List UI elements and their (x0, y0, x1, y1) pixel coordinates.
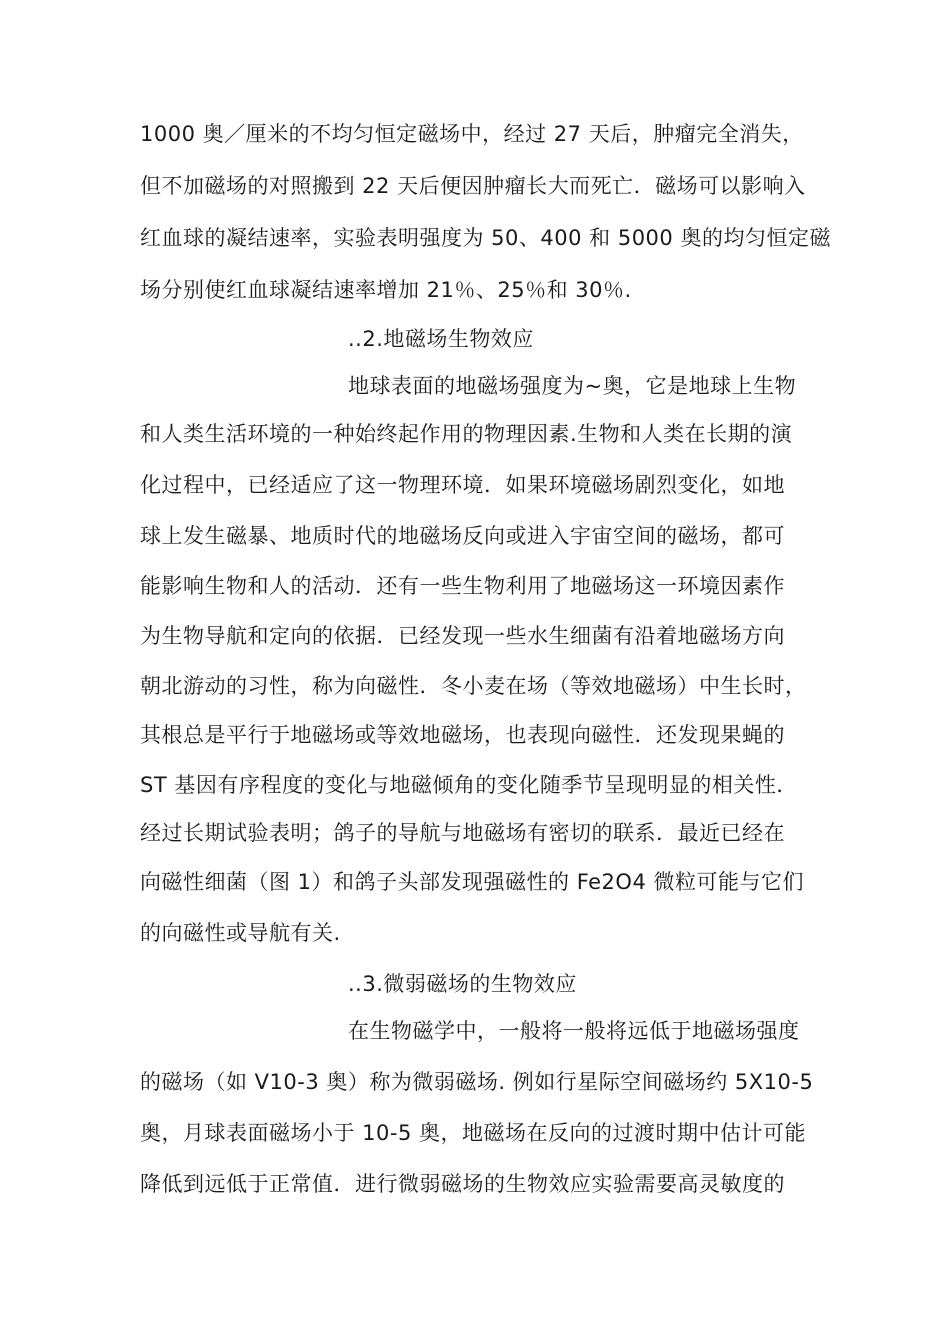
body-text-line: 化过程中，已经适应了这一物理环境．如果环境磁场剧烈变化，如地 (140, 473, 785, 497)
body-text-line: 向磁性细菌（图 1）和鸽子头部发现强磁性的 Fe2O4 微粒可能与它们 (140, 870, 804, 894)
body-text-line: 球上发生磁暴、地质时代的地磁场反向或进入宇宙空间的磁场，都可 (140, 524, 785, 548)
body-text-line: 奥，月球表面磁场小于 10-5 奥，地磁场在反向的过渡时期中估计可能 (140, 1121, 807, 1145)
body-text-line: 场分别使红血球凝结速率增加 21％、25％和 30％. (140, 278, 632, 302)
body-text-line: 其根总是平行于地磁场或等效地磁场，也表现向磁性．还发现果蝇的 (140, 723, 785, 747)
body-text-line: 经过长期试验表明；鸽子的导航与地磁场有密切的联系．最近已经在 (140, 821, 785, 845)
body-text-line: 的向磁性或导航有关. (140, 921, 341, 945)
body-text-line: 和人类生活环境的一种始终起作用的物理因素.生物和人类在长期的演 (140, 422, 793, 446)
body-text-line: 能影响生物和人的活动．还有一些生物利用了地磁场这一环境因素作 (140, 574, 785, 598)
section-heading: ..3.微弱磁场的生物效应 (348, 972, 577, 996)
section-heading: ..2.地磁场生物效应 (348, 327, 534, 351)
body-text-line: 但不加磁场的对照搬到 22 天后便因肿瘤长大而死亡．磁场可以影响入 (140, 174, 806, 198)
body-text-line: 1000 奥／厘米的不均匀恒定磁场中，经过 27 天后，肿瘤完全消失， (140, 122, 804, 146)
body-text-line: 朝北游动的习性，称为向磁性．冬小麦在场（等效地磁场）中生长时， (140, 674, 807, 698)
body-text-line: 红血球的凝结速率，实验表明强度为 50、400 和 5000 奥的均匀恒定磁 (140, 226, 831, 250)
body-text-line: 在生物磁学中，一般将一般将远低于地磁场强度 (348, 1019, 800, 1043)
body-text-line: 为生物导航和定向的依据．已经发现一些水生细菌有沿着地磁场方向 (140, 624, 785, 648)
body-text-line: 降低到远低于正常值．进行微弱磁场的生物效应实验需要高灵敏度的 (140, 1172, 785, 1196)
body-text-line: 的磁场（如 V10-3 奥）称为微弱磁场. 例如行星际空间磁场约 5X10-5 (140, 1070, 814, 1094)
body-text-line: 地球表面的地磁场强度为~奥，它是地球上生物 (348, 374, 797, 398)
body-text-line: ST 基因有序程度的变化与地磁倾角的变化随季节呈现明显的相关性． (140, 773, 798, 797)
